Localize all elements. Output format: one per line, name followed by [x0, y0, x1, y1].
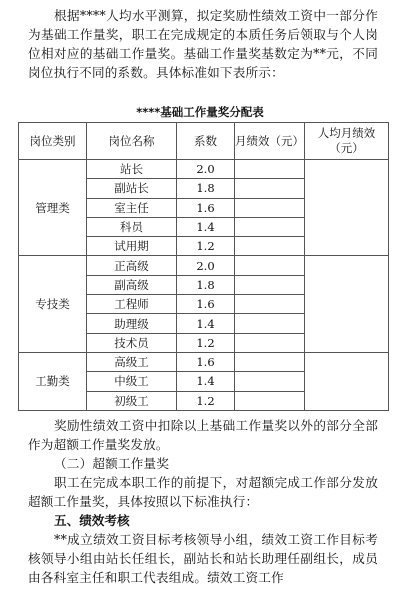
intro-paragraph: 根据****人均水平测算，拟定奖励性绩效工资中一部分作为基础工作量奖，职工在完成规定的本质任务后领取与个人岗位相对应的基础工作量奖。基础工作量奖基数定为**元，不同岗位执行不同的系数。具体标准如下表所示：	[28, 8, 378, 80]
position-cell: 科员	[87, 217, 177, 236]
after-table-paragraph: 奖励性绩效工资中扣除以上基础工作量奖以外的部分全部作为超额工作量奖发放。	[28, 418, 378, 452]
header-monthly: 月绩效（元）	[235, 123, 305, 160]
section-five-heading: 五、绩效考核	[54, 513, 130, 528]
table-row	[19, 160, 389, 179]
coefficient-cell: 2.0	[177, 256, 235, 275]
position-cell: 中级工	[87, 372, 177, 391]
monthly-cell	[235, 372, 305, 391]
category-cell: 专技类	[19, 256, 87, 352]
coefficient-cell: 1.2	[177, 237, 235, 256]
monthly-cell	[235, 217, 305, 236]
monthly-cell	[235, 160, 305, 179]
monthly-cell	[235, 314, 305, 333]
section-five-paragraph: **成立绩效工资目标考核领导小组，绩效工资工作目标考核领导小组由站长任组长，副站长和站长助理任副组长，成员由各科室主任和职工代表组成。绩效工资工作	[28, 532, 378, 585]
header-avg-monthly: 人均月绩效（元）	[305, 123, 389, 160]
header-position: 岗位名称	[87, 123, 177, 160]
table-row	[19, 256, 389, 275]
monthly-cell	[235, 256, 305, 275]
position-cell: 技术员	[87, 333, 177, 352]
monthly-cell	[235, 275, 305, 294]
avg-monthly-cell	[305, 352, 389, 410]
coefficient-cell: 1.6	[177, 198, 235, 217]
coefficient-cell: 1.6	[177, 295, 235, 314]
monthly-cell	[235, 333, 305, 352]
header-coefficient: 系数	[177, 123, 235, 160]
avg-monthly-cell	[305, 160, 389, 256]
table-header-row	[19, 123, 389, 160]
header-category: 岗位类别	[19, 123, 87, 160]
coefficient-cell: 1.8	[177, 179, 235, 198]
table-row	[19, 352, 389, 371]
coefficient-cell: 1.2	[177, 391, 235, 410]
coefficient-cell: 1.4	[177, 372, 235, 391]
category-cell: 工勤类	[19, 352, 87, 410]
monthly-cell	[235, 391, 305, 410]
monthly-cell	[235, 179, 305, 198]
category-cell: 管理类	[19, 160, 87, 256]
position-cell: 正高级	[87, 256, 177, 275]
monthly-cell	[235, 295, 305, 314]
monthly-cell	[235, 198, 305, 217]
coefficient-cell: 1.6	[177, 352, 235, 371]
position-cell: 工程师	[87, 295, 177, 314]
position-cell: 助理级	[87, 314, 177, 333]
section-two-paragraph: 职工在完成本职工作的前提下，对超额完成工作部分发放超额工作量奖，具体按照以下标准执行：	[28, 475, 378, 509]
coefficient-cell: 1.4	[177, 314, 235, 333]
coefficient-cell: 2.0	[177, 160, 235, 179]
position-cell: 站长	[87, 160, 177, 179]
table-title: ****基础工作量奖分配表	[136, 105, 264, 119]
position-cell: 副站长	[87, 179, 177, 198]
position-cell: 高级工	[87, 352, 177, 371]
position-cell: 初级工	[87, 391, 177, 410]
position-cell: 室主任	[87, 198, 177, 217]
bonus-distribution-table	[18, 122, 389, 411]
coefficient-cell: 1.8	[177, 275, 235, 294]
coefficient-cell: 1.4	[177, 217, 235, 236]
avg-monthly-cell	[305, 256, 389, 352]
position-cell: 副高级	[87, 275, 177, 294]
monthly-cell	[235, 352, 305, 371]
position-cell: 试用期	[87, 237, 177, 256]
section-two-heading: （二）超额工作量奖	[54, 456, 170, 471]
coefficient-cell: 1.2	[177, 333, 235, 352]
monthly-cell	[235, 237, 305, 256]
